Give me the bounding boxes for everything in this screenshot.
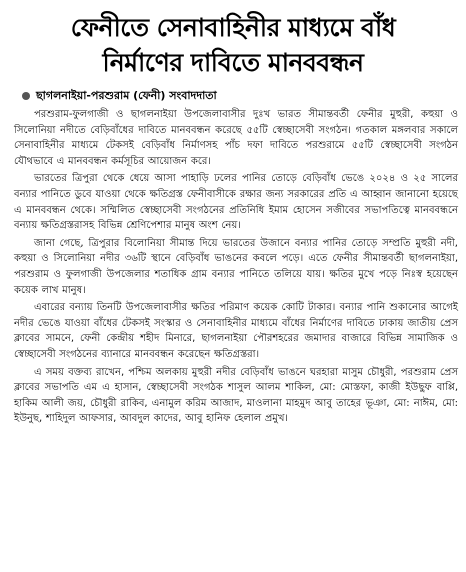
paragraph-3: জানা গেছে, ত্রিপুরার বিলোনিয়া সীমান্ত দিয়ে ভারতের উজানে বন্যার পানির তোড়ে সম্প্রতি মুহুরী নদী, কহুয়া ও সিলোনিয়া নদীর ৩৬টি স্থানে বেড়িবাঁধ ভাঙনের কবলে পড়ে। এতে ফেনীর সীমান্তবর্তী ছাগলনাইয়া, পরশুরাম ও ফুলগাজী উপজেলার শতাধিক গ্রাম বন্যার পানিতে তলিয়ে যায়। ক্ষতির মুখে পড়ে নিঃস্ব হয়েছেন কয়েক লাখ মানুষ।: [14, 237, 458, 296]
paragraph-1: পরশুরাম-ফুলগাজী ও ছাগলনাইয়া উপজেলাবাসীর দুঃখ ভারত সীমান্তবর্তী ফেনীর মুহুরী, কহুয়া ও সিলোনিয়া নদীতে বেড়িবাঁধের দাবিতে মানববন্ধন করেছে ৫৫টি স্বেচ্ছাসেবী সংগঠন। গতকাল মঙ্গলবার সকালে সেনাবাহিনীর মাধ্যমে টেকসই বেড়িবাঁধ নির্মাণসহ পাঁচ দফা দাবিতে পরশুরামে ৫৫টি স্বেচ্ছাসেবী সংগঠন যৌথভাবে এ মানববন্ধন কর্মসূচির আয়োজন করে।: [14, 109, 458, 167]
headline-line-2: নির্মাণের দাবিতে মানববন্ধন: [102, 48, 364, 77]
article-body: [0, 107, 466, 427]
bullet-icon: [22, 92, 30, 100]
paragraph-2: ভারতের ত্রিপুরা থেকে ধেয়ে আসা পাহাড়ি ঢলের পানির তোড়ে বেড়িবাঁধ ভেঙে ২০২৪ ও ২৫ সালের বন্যার পানিতে ডুবে যাওয়া থেকে ক্ষতিগ্রস্ত ফেনীবাসীকে রক্ষার জন্য সরকারের প্রতি এ আহ্বান জানানো হয়েছে এ মানববন্ধন থেকে। সম্মিলিত স্বেচ্ছাসেবী সংগঠনের প্রতিনিধি ইমাম হোসেন সজীবের সভাপতিত্বে মানববন্ধনে বন্যায় ক্ষতিগ্রস্তরাসহ বিভিন্ন শ্রেণিপেশার মানুষ অংশ নেয়।: [14, 173, 458, 232]
byline-text: ছাগলনাইয়া-পরশুরাম (ফেনী) সংবাদদাতা: [36, 89, 217, 102]
byline: [22, 88, 466, 103]
paragraph-5: এ সময় বক্তব্য রাখেন, পশ্চিম অলকায় মুহুরী নদীর বেড়িবাঁধ ভাঙনে ঘরহারা মাসুম চৌধুরী, পরশুরাম প্রেস ক্লাবের সভাপতি এম এ হাসান, স্বেচ্ছাসেবী সংগঠক শাসুল আলম শাকিল, মো: মোস্তফা, কাজী ইউছুফ বাপ্পি, হাকিম আলী জয়, চৌধুরী রাকিব, এনামুল করিম আজাদ, মাওলানা মাহমুদ আবু তাহের ভূঞা, মো: নাঈম, মো: ইউনুছ, শাহিদুল আফসার, আবদুল কাদের, আবু হানিফ হেলাল প্রমুখ।: [14, 366, 458, 425]
headline: [0, 0, 466, 80]
paragraph-4: এবারের বন্যায় তিনটি উপজেলাবাসীর ক্ষতির পরিমাণ কয়েক কোটি টাকার। বন্যার পানি শুকানোর আগেই নদীর ভেঙে যাওয়া বাঁধের টেকসই সংস্কার ও সেনাবাহিনীর মাধ্যমে বাঁধের নির্মাণের দাবিতে ঢাকায় জাতীয় প্রেস ক্লাবের সামনে, ফেনী কেন্দ্রীয় শহীদ মিনারে, ছাগলনাইয়া পৌরশহরের জমাদার বাজারে বিভিন্ন সামাজিক ও স্বেচ্ছাসেবী সংগঠনের ব্যানারে মানববন্ধন করেছেন ক্ষতিগ্রস্তরা।: [14, 302, 458, 360]
headline-line-1: ফেনীতে সেনাবাহিনীর মাধ্যমে বাঁধ: [70, 13, 396, 42]
